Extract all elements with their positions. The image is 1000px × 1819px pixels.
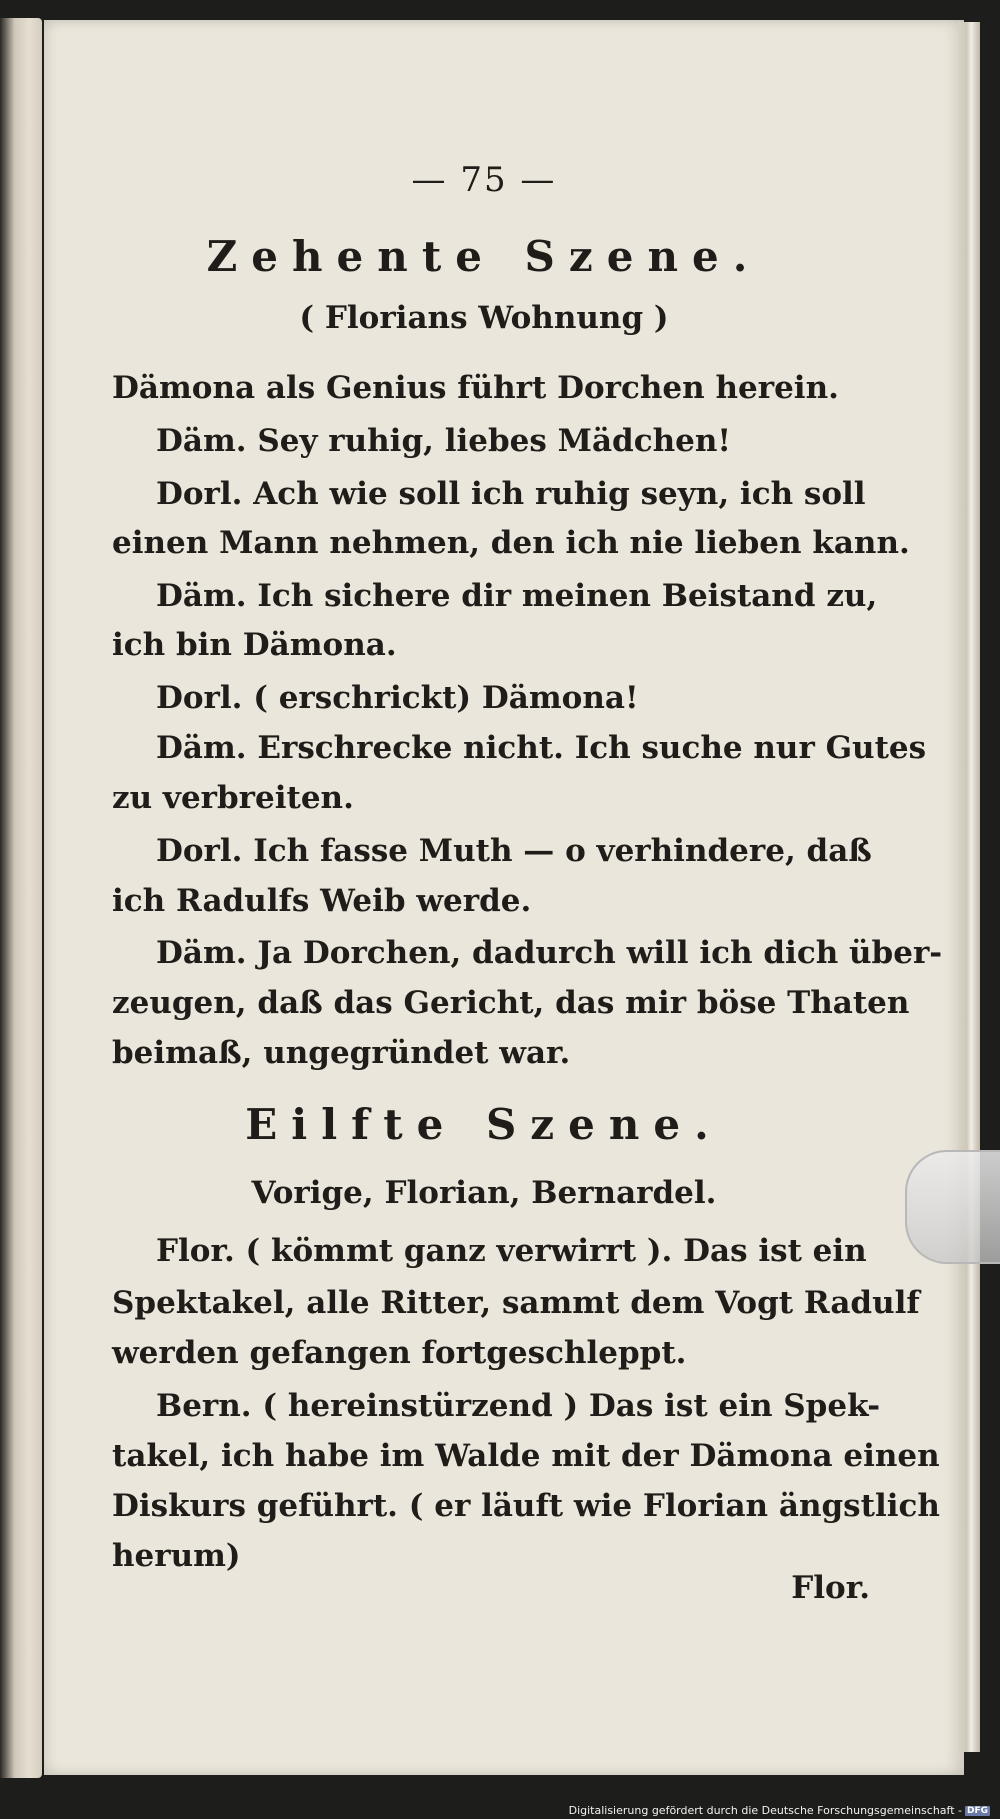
dialogue-line: Däm. Ja Dorchen, dadurch will ich dich über- <box>156 935 943 971</box>
dialogue-line: Bern. ( hereinstürzend ) Das ist ein Spek- <box>156 1388 881 1424</box>
dialogue-line: ich bin Dämona. <box>112 627 397 663</box>
dialogue-line: zeugen, daß das Gericht, das mir böse Thaten <box>112 985 910 1021</box>
dialogue-line: beimaß, ungegründet war. <box>112 1035 571 1071</box>
adjacent-page-edge <box>0 18 42 1778</box>
dialogue-line: herum) <box>112 1538 241 1574</box>
dialogue-line: zu verbreiten. <box>112 780 354 816</box>
page-stack-edge <box>958 22 980 1752</box>
scene-location: ( Florians Wohnung ) <box>299 300 669 336</box>
scene-heading-10: Zehente Szene. <box>206 232 762 281</box>
digitization-credit <box>569 1804 990 1817</box>
credit-text: Digitalisierung gefördert durch die Deutsche Forschungsgemeinschaft - <box>568 1804 962 1817</box>
dialogue-line: Däm. Ich sichere dir meinen Beistand zu, <box>156 578 878 614</box>
dialogue-line: Diskurs geführt. ( er läuft wie Florian ängstlich <box>112 1488 940 1524</box>
scene-characters: Vorige, Florian, Bernardel. <box>251 1175 717 1211</box>
dialogue-line: ich Radulfs Weib werde. <box>112 883 532 919</box>
dialogue-line: werden gefangen fortgeschleppt. <box>112 1335 687 1371</box>
dialogue-line: takel, ich habe im Walde mit der Dämona einen <box>112 1438 940 1474</box>
dialogue-line: Spektakel, alle Ritter, sammt dem Vogt Radulf <box>112 1285 920 1321</box>
dialogue-line: Dorl. Ich fasse Muth — o verhindere, daß <box>156 833 872 869</box>
scene-heading-11: Eilfte Szene. <box>245 1100 723 1149</box>
page-clip <box>905 1150 1000 1264</box>
dialogue-line: Däm. Erschrecke nicht. Ich suche nur Gutes <box>156 730 927 766</box>
catchword: Flor. <box>791 1570 870 1606</box>
dialogue-line: Dorl. Ach wie soll ich ruhig seyn, ich soll <box>156 476 866 512</box>
dfg-logo: DFG <box>966 1805 988 1816</box>
dialogue-line: einen Mann nehmen, den ich nie lieben kann. <box>112 525 910 561</box>
dialogue-line: Dorl. ( erschrickt) Dämona! <box>156 680 639 716</box>
page-number: — 75 — <box>411 160 557 200</box>
stage-direction: Dämona als Genius führt Dorchen herein. <box>112 370 839 406</box>
dialogue-line: Däm. Sey ruhig, liebes Mädchen! <box>156 423 731 459</box>
dialogue-line: Flor. ( kömmt ganz verwirrt ). Das ist ein <box>156 1233 867 1269</box>
